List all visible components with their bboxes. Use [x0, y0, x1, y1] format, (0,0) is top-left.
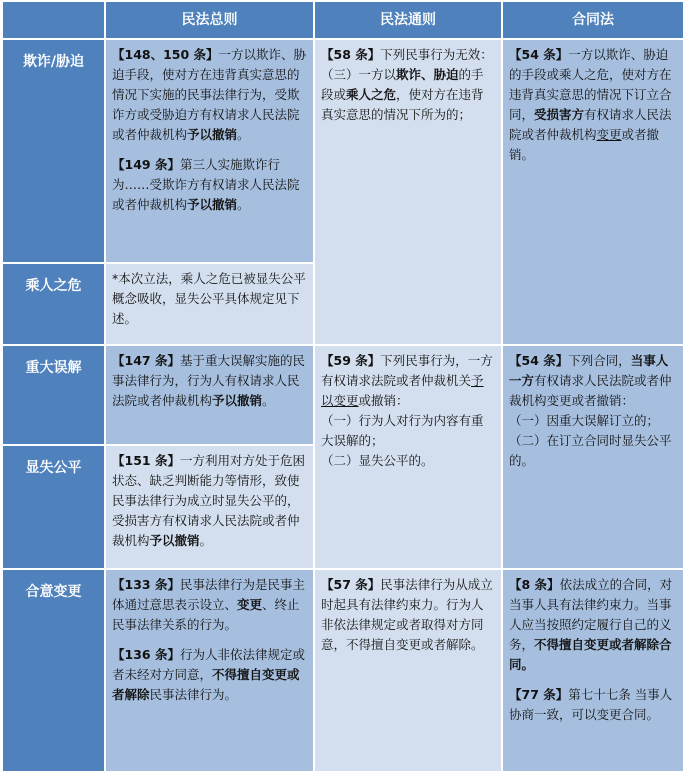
row-consent — [2, 569, 684, 772]
cell-consent-general-principles — [314, 569, 502, 772]
cell-fraud-general-principles — [314, 39, 502, 345]
law-comparison-table — [1, 0, 685, 773]
cell-consent-civil-code — [105, 569, 314, 772]
cell-fraud-contract-law — [502, 39, 684, 345]
header-contract-law: 合同法 — [502, 1, 684, 39]
cell-fraud-civil-code — [105, 39, 314, 263]
row-mistake — [2, 345, 684, 445]
article-58: 【58 条】下列民事行为无效：（三）一方以欺诈、胁迫的手段或乘人之危，使对方在违背真实意思的情况下所为的； — [321, 47, 493, 122]
header-civil-code-general: 民法总则 — [105, 1, 314, 39]
row-label-danger: 乘人之危 — [2, 263, 105, 345]
article-59-item-2: （二）显失公平的。 — [321, 453, 434, 468]
cell-danger-civil-code: *本次立法，乘人之危已被显失公平概念吸收，显失公平具体规定见下述。 — [105, 263, 314, 345]
row-label-unfair: 显失公平 — [2, 445, 105, 569]
article-149: 【149 条】第三人实施欺诈行为……受欺诈方有权请求人民法院或者仲裁机构予以撤销。 — [112, 157, 300, 212]
cell-mistake-civil-code — [105, 345, 314, 445]
article-54-item-1: （一）因重大误解订立的； — [509, 413, 660, 428]
row-label-consent: 合意变更 — [2, 569, 105, 772]
cell-consent-contract-law — [502, 569, 684, 772]
article-77: 【77 条】第七十七条 当事人协商一致，可以变更合同。 — [509, 687, 673, 722]
article-148-150: 【148、150 条】一方以欺诈、胁迫手段，使对方在违背真实意思的情况下实施的民事法律行为，受欺诈方或受胁迫方有权请求人民法院或者仲裁机构予以撤销。 — [112, 47, 307, 142]
article-57: 【57 条】民事法律行为从成立时起具有法律约束力。行为人非依法律规定或者取得对方同意，不得擅自变更或者解除。 — [321, 577, 493, 652]
cell-mistake-general-principles — [314, 345, 502, 569]
article-151: 【151 条】一方利用对方处于危困状态、缺乏判断能力等情形，致使民事法律行为成立时显失公平的，受损害方有权请求人民法院或者仲裁机构予以撤销。 — [112, 453, 305, 548]
header-general-principles: 民法通则 — [314, 1, 502, 39]
cell-unfair-civil-code — [105, 445, 314, 569]
article-54-fraud: 【54 条】一方以欺诈、胁迫的手段或乘人之危，使对方在违背真实意思的情况下订立合同，受损害方有权请求人民法院或者仲裁机构变更或者撤销。 — [509, 47, 672, 162]
article-147: 【147 条】基于重大误解实施的民事法律行为，行为人有权请求人民法院或者仲裁机构予以撤销。 — [112, 353, 305, 408]
article-59-item-1: （一）行为人对行为内容有重大误解的； — [321, 413, 484, 448]
row-label-fraud: 欺诈/胁迫 — [2, 39, 105, 263]
row-fraud — [2, 39, 684, 263]
cell-mistake-contract-law — [502, 345, 684, 569]
article-136: 【136 条】行为人非依法律规定或者未经对方同意，不得擅自变更或者解除民事法律行为。 — [112, 647, 305, 702]
corner-cell — [2, 1, 105, 39]
article-8: 【8 条】依法成立的合同，对当事人具有法律约束力。当事人应当按照约定履行自己的义务，不得擅自变更或者解除合同。 — [509, 577, 673, 672]
article-59: 【59 条】下列民事行为，一方有权请求法院或者仲裁机关予以变更或撤销： — [321, 353, 493, 408]
article-54-mistake: 【54 条】下列合同，当事人一方有权请求人民法院或者仲裁机构变更或者撤销： — [509, 353, 672, 408]
header-row — [2, 1, 684, 39]
article-54-item-2: （二）在订立合同时显失公平的。 — [509, 433, 672, 468]
row-label-mistake: 重大误解 — [2, 345, 105, 445]
article-133: 【133 条】民事法律行为是民事主体通过意思表示设立、变更、终止民事法律关系的行为。 — [112, 577, 305, 632]
